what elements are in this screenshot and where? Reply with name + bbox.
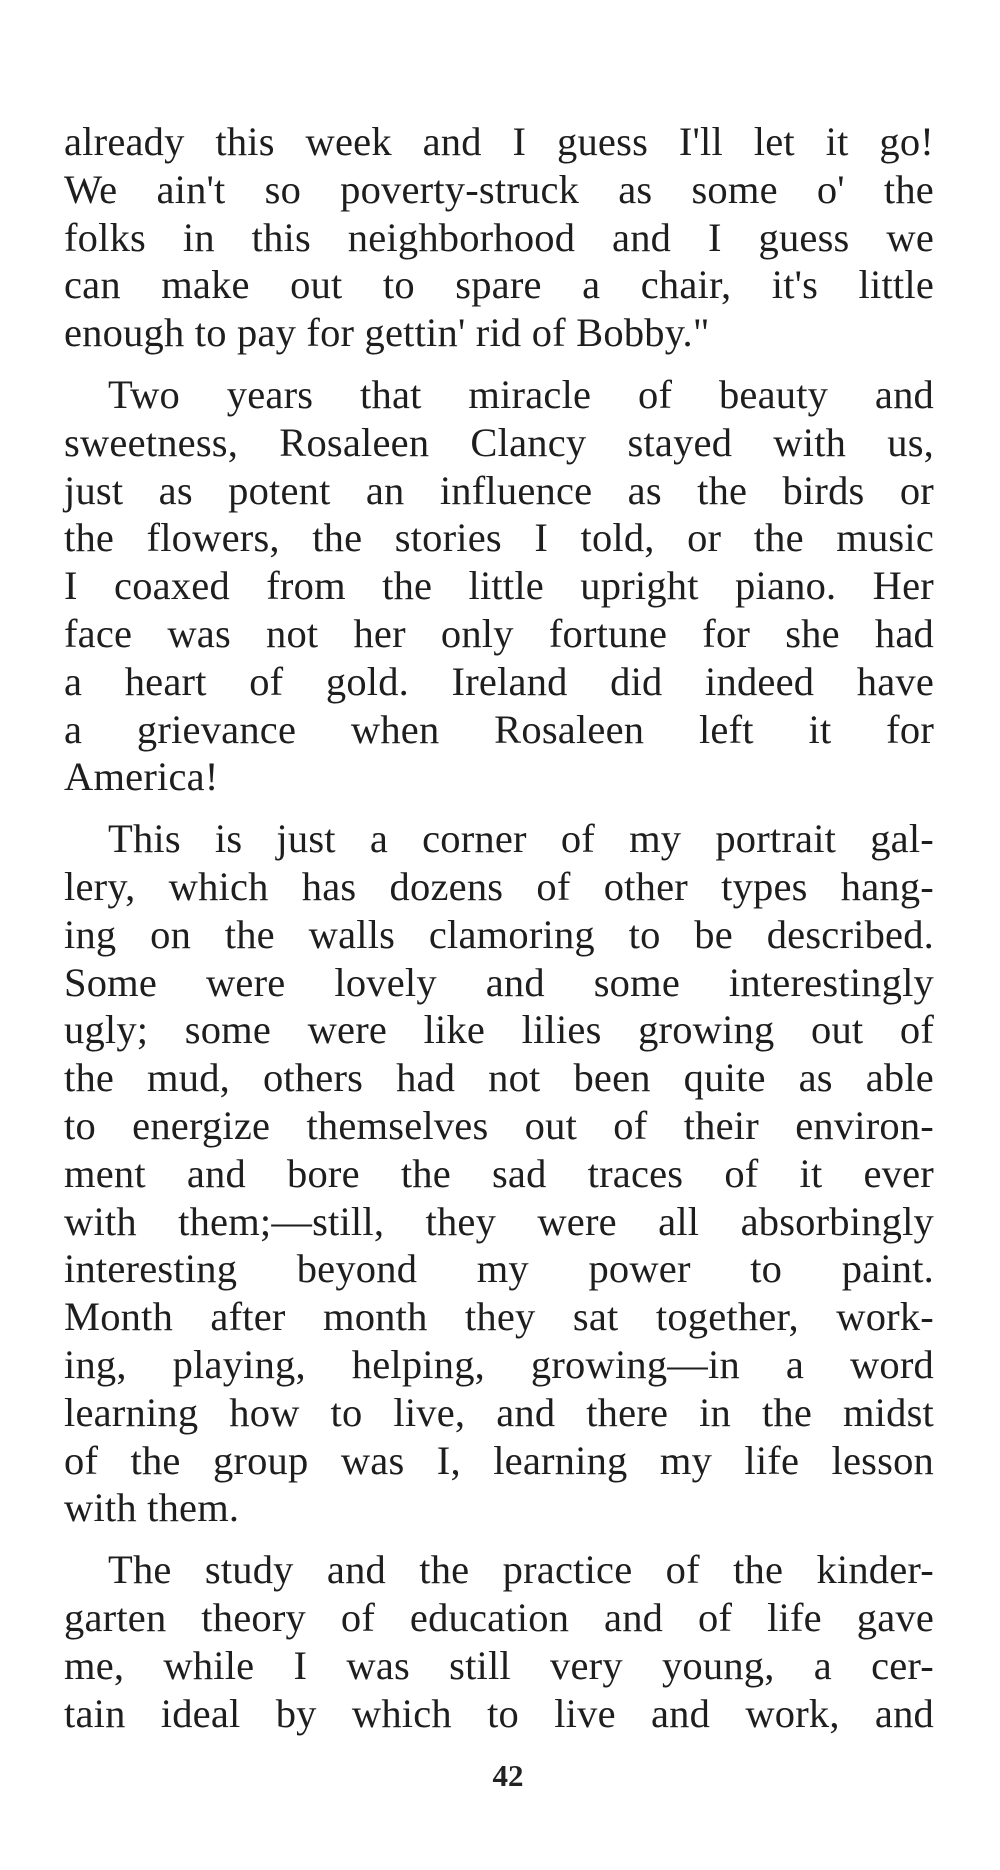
text-line: the flowers, the stories I told, or the music	[64, 515, 934, 561]
text-line: Month after month they sat together, work-	[64, 1294, 934, 1340]
text-line: We ain't so poverty-struck as some o' the	[64, 166, 934, 212]
text-line: enough to pay for gettin' rid of Bobby."	[64, 310, 710, 356]
text-line: garten theory of education and of life gave	[64, 1594, 934, 1640]
text-line: with them.	[64, 1485, 240, 1531]
text-line: to energize themselves out of their environ-	[64, 1102, 934, 1148]
text-line: of the group was I, learning my life lesson	[64, 1437, 934, 1483]
text-line: Some were lovely and some interestingly	[64, 959, 934, 1005]
text-line: face was not her only fortune for she had	[64, 610, 934, 656]
text-line: America!	[64, 754, 219, 800]
text-line: interesting beyond my power to paint.	[64, 1246, 934, 1292]
text-line: ing on the walls clamoring to be described.	[64, 911, 934, 957]
text-line: The study and the practice of the kinder-	[108, 1547, 934, 1593]
text-line: folks in this neighborhood and I guess we	[64, 214, 934, 260]
text-line: a grievance when Rosaleen left it for	[64, 706, 934, 752]
page-number: 42	[492, 1758, 524, 1793]
page-body	[64, 118, 934, 1737]
paragraph-2	[64, 371, 934, 801]
text-line: Two years that miracle of beauty and	[108, 371, 934, 417]
text-line: ment and bore the sad traces of it ever	[64, 1150, 934, 1196]
text-line: me, while I was still very young, a cer-	[64, 1642, 934, 1688]
paragraph-4	[64, 1546, 934, 1737]
text-line: learning how to live, and there in the midst	[64, 1389, 934, 1435]
text-line: already this week and I guess I'll let it go!	[64, 119, 934, 164]
text-line: sweetness, Rosaleen Clancy stayed with us,	[64, 419, 934, 465]
text-line: a heart of gold. Ireland did indeed have	[64, 658, 934, 704]
text-line: This is just a corner of my portrait gal-	[108, 816, 934, 862]
text-line: tain ideal by which to live and work, and	[64, 1690, 934, 1736]
text-line: lery, which has dozens of other types hang-	[64, 863, 934, 909]
text-line: just as potent an influence as the birds or	[64, 467, 934, 513]
text-line: with them;—still, they were all absorbingly	[64, 1198, 934, 1244]
text-line: I coaxed from the little upright piano. Her	[64, 563, 934, 609]
text-line: ing, playing, helping, growing—in a word	[64, 1341, 934, 1387]
text-line: can make out to spare a chair, it's little	[64, 262, 934, 308]
paragraph-3	[64, 815, 934, 1532]
text-line: the mud, others had not been quite as able	[64, 1055, 934, 1101]
paragraph-1	[64, 118, 934, 357]
text-line: ugly; some were like lilies growing out of	[64, 1007, 934, 1053]
